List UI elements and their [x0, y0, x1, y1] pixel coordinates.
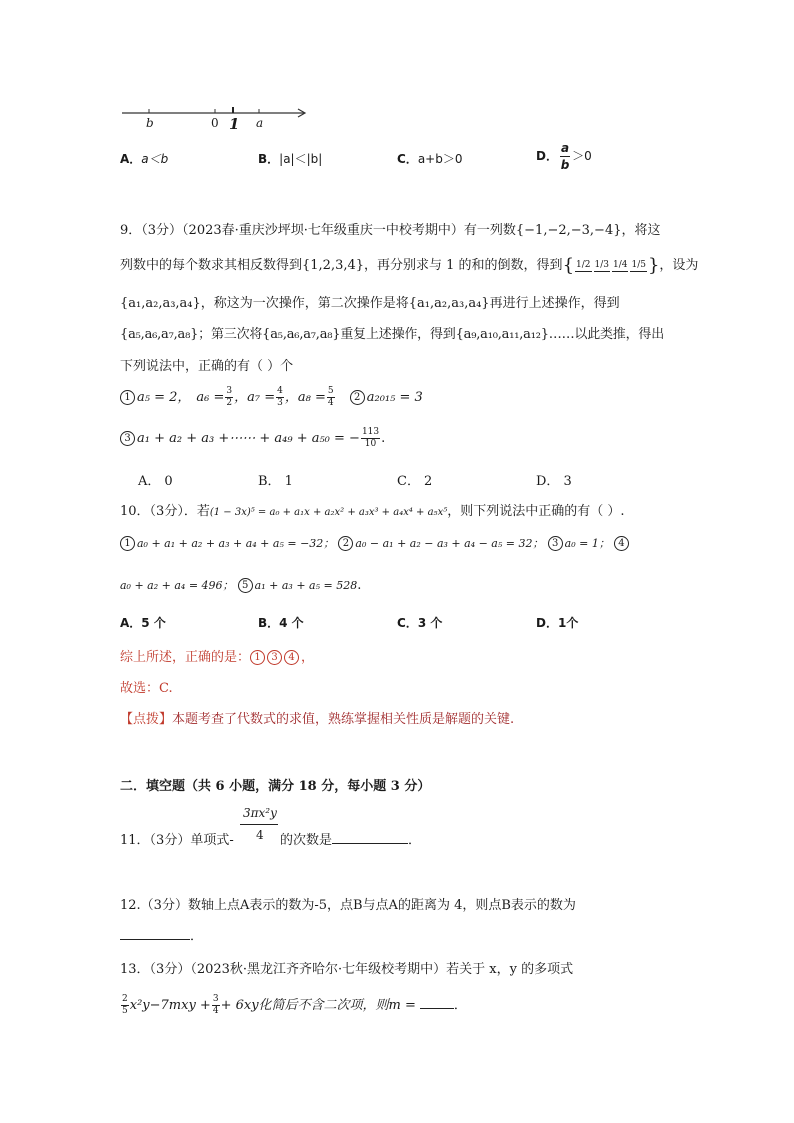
q9-statement-3 [120, 428, 385, 449]
option-text: 1个 [557, 616, 579, 630]
circled-number-3: 3 [548, 536, 563, 551]
tip-label: 【点拨】 [120, 712, 173, 727]
summary-text: 综上所述，正确的是： [120, 650, 251, 665]
q10-prefix: 10．（3分）．若 [120, 504, 210, 519]
statement-text: a₀ + a₁ + a₂ + a₃ + a₄ + a₅ = −32； [137, 537, 335, 550]
statement-text: a₀ = 1； [564, 537, 610, 550]
q9-option-a [138, 470, 173, 489]
number-line-label-0: 0 [211, 116, 219, 130]
fraction-denominator: 5 [122, 1006, 128, 1016]
option-text: 3 [563, 474, 572, 489]
fraction-a-over-b [560, 142, 570, 171]
option-letter: A． [120, 616, 142, 630]
q11-fraction-denominator: 4 [256, 828, 264, 842]
q10-statements-1-4 [120, 535, 631, 551]
q8-option-d [536, 142, 592, 171]
option-text: |a|＜|b| [279, 152, 323, 166]
option-letter: D． [536, 149, 558, 163]
solution-summary [120, 646, 314, 665]
q11-answer-blank[interactable] [332, 830, 408, 844]
option-text: 5 个 [141, 616, 166, 630]
solution-choice: 故选：C. [120, 681, 173, 696]
set-fraction: 1/4 [612, 259, 628, 270]
q10-line-1 [120, 500, 624, 519]
q10-statements-4-5 [120, 577, 361, 593]
q9-reciprocal-set: { 1/2 1/3 1/4 1/5 } [562, 255, 660, 276]
option-letter: A． [138, 474, 161, 489]
fraction-denominator: 4 [212, 1006, 219, 1016]
option-letter: D． [536, 474, 560, 489]
fraction-numerator: 113 [361, 427, 380, 437]
q9-line-3: {a₁,a₂,a₃,a₄}，称这为一次操作，第二次操作是将{a₁,a₂,a₃,a₄}再进行上述操作，得到 [120, 296, 620, 311]
number-line-label-1: 1 [229, 115, 240, 133]
q9-line-2 [120, 254, 698, 276]
option-letter: C． [397, 616, 418, 630]
option-text: 1 [284, 474, 293, 489]
q9-option-c [397, 470, 432, 489]
q9-line-4: {a₅,a₆,a₇,a₈}；第三次将{a₅,a₆,a₇,a₈}重复上述操作，得到{a₉,a₁₀,a₁₁,a₁₂}……以此类推，得出 [120, 327, 664, 342]
fraction-denominator: 2 [226, 398, 233, 408]
solution-tip [120, 708, 514, 727]
q9-option-d [536, 470, 572, 489]
q10-suffix: ，则下列说法中正确的有（ ）. [447, 504, 625, 519]
q12-answer-blank[interactable] [120, 926, 190, 940]
q8-option-c [397, 150, 462, 167]
fraction-denominator: 3 [277, 398, 283, 408]
circled-number-4: 4 [284, 650, 299, 665]
fraction-denominator: 4 [327, 398, 334, 408]
q9-line-2-text: 列数中的每个数求其相反数得到{1,2,3,4}，再分别求与 1 的和的倒数，得到 [120, 258, 563, 273]
fraction-denominator: 10 [364, 439, 377, 449]
circled-number-3: 3 [120, 431, 135, 446]
option-text: 0 [164, 474, 173, 489]
statement-text: a₆ = [196, 390, 225, 405]
set-fraction: 1/3 [594, 259, 609, 270]
fraction-numerator: 3 [226, 386, 233, 396]
circled-number-4: 4 [614, 536, 629, 551]
q9-line-5: 下列说法中，正确的有（ ）个 [120, 359, 294, 374]
q10-option-b [258, 614, 304, 631]
fraction-numerator: 2 [122, 994, 128, 1004]
circled-number-5: 5 [238, 578, 253, 593]
tip-text: 本题考查了代数式的求值，熟练掌握相关性质是解题的关键. [172, 712, 515, 727]
q9-line-2-end: ，设为 [659, 258, 699, 273]
fraction-numerator: 4 [277, 386, 283, 396]
statement-text: a₁ + a₂ + a₃ +⋯⋯ + a₄₉ + a₅₀ = − [137, 431, 360, 446]
statement-text: a₀ − a₁ + a₂ − a₃ + a₄ − a₅ = 32； [355, 537, 544, 550]
option-letter: D． [536, 616, 558, 630]
q12-text: 12.（3分）数轴上点A表示的数为-5，点B与点A的距离为 4，则点B表示的数为 [120, 898, 576, 913]
option-letter: B． [258, 616, 280, 630]
circled-number-1: 1 [120, 536, 135, 551]
fraction-numerator: a [560, 141, 570, 155]
option-letter: C． [397, 152, 418, 166]
statement-text: ，a₇ = [234, 390, 276, 405]
q8-option-a [120, 150, 168, 167]
option-letter: B． [258, 152, 280, 166]
circled-number-2: 2 [338, 536, 353, 551]
q8-option-b [258, 150, 322, 167]
q11-prefix: 11．（3分）单项式- [120, 833, 234, 848]
circled-number-3: 3 [267, 650, 282, 665]
q11-fraction-bar [240, 824, 278, 825]
q11-end: ． [408, 833, 422, 848]
q9-option-b [258, 470, 293, 489]
circled-number-1: 1 [250, 650, 265, 665]
q13-expression: + 6xy化简后不含二次项，则m = [220, 998, 416, 1013]
option-text: a＜b [141, 152, 169, 166]
q10-option-d [536, 614, 578, 631]
option-text: a+b＞0 [417, 152, 463, 166]
q12-end: ． [190, 929, 204, 944]
statement-text: a₅ = 2， [137, 390, 191, 405]
summary-end: ， [301, 650, 315, 665]
number-line-figure [118, 104, 313, 134]
q9-statement-1-2 [120, 386, 423, 408]
number-line-label-a: a [256, 116, 264, 130]
set-fraction: 1/5 [631, 259, 646, 270]
section-2-heading: 二．填空题（共 6 小题，满分 18 分，每小题 3 分） [120, 779, 431, 794]
option-letter: B． [258, 474, 281, 489]
option-text: 3 个 [417, 616, 443, 630]
q11-fraction-numerator: 3πx²y [243, 806, 277, 820]
q12-answer-line [120, 925, 203, 944]
q13-line-1: 13．（3分）（2023秋·黑龙江齐齐哈尔·七年级校考期中）若关于 x，y 的多项式 [120, 962, 574, 977]
circled-number-1: 1 [120, 390, 135, 405]
option-letter: C． [397, 474, 420, 489]
statement-text: a₀ + a₂ + a₄ = 496； [120, 579, 234, 592]
statement-text: a₂₀₁₅ = 3 [366, 390, 423, 405]
q10-expression: (1 − 3x)⁵ = a₀ + a₁x + a₂x² + a₃x³ + a₄x⁴ + a₅x⁵ [209, 507, 448, 518]
fraction-numerator: 5 [327, 386, 334, 396]
statement-end: . [381, 431, 386, 446]
q11-suffix [280, 829, 421, 848]
q10-option-c [397, 614, 442, 631]
option-text: 2 [423, 474, 433, 489]
number-line-label-b: b [146, 116, 154, 130]
q13-expression: x²y−7mxy + [129, 998, 211, 1013]
fraction-denominator: b [560, 158, 570, 172]
statement-end: . [357, 578, 362, 593]
fraction-numerator: 3 [212, 994, 219, 1004]
option-text: ＞0 [572, 149, 592, 163]
q11-suffix-text: 的次数是 [280, 833, 333, 848]
circled-number-2: 2 [350, 390, 365, 405]
option-text: 4 个 [279, 616, 304, 630]
q9-line-1: 9．（3分）（2023春·重庆沙坪坝·七年级重庆一中校考期中）有一列数{−1,−2,−3,−4}，将这 [120, 223, 661, 238]
set-fraction: 1/2 [576, 259, 591, 270]
statement-text: a₁ + a₃ + a₅ = 528 [254, 579, 358, 592]
q13-end: ． [453, 998, 467, 1013]
q13-answer-blank[interactable] [420, 995, 454, 1009]
q10-option-a [120, 614, 166, 631]
q13-line-2 [120, 994, 467, 1016]
option-letter: A． [120, 152, 142, 166]
statement-text: ，a₈ = [284, 390, 326, 405]
